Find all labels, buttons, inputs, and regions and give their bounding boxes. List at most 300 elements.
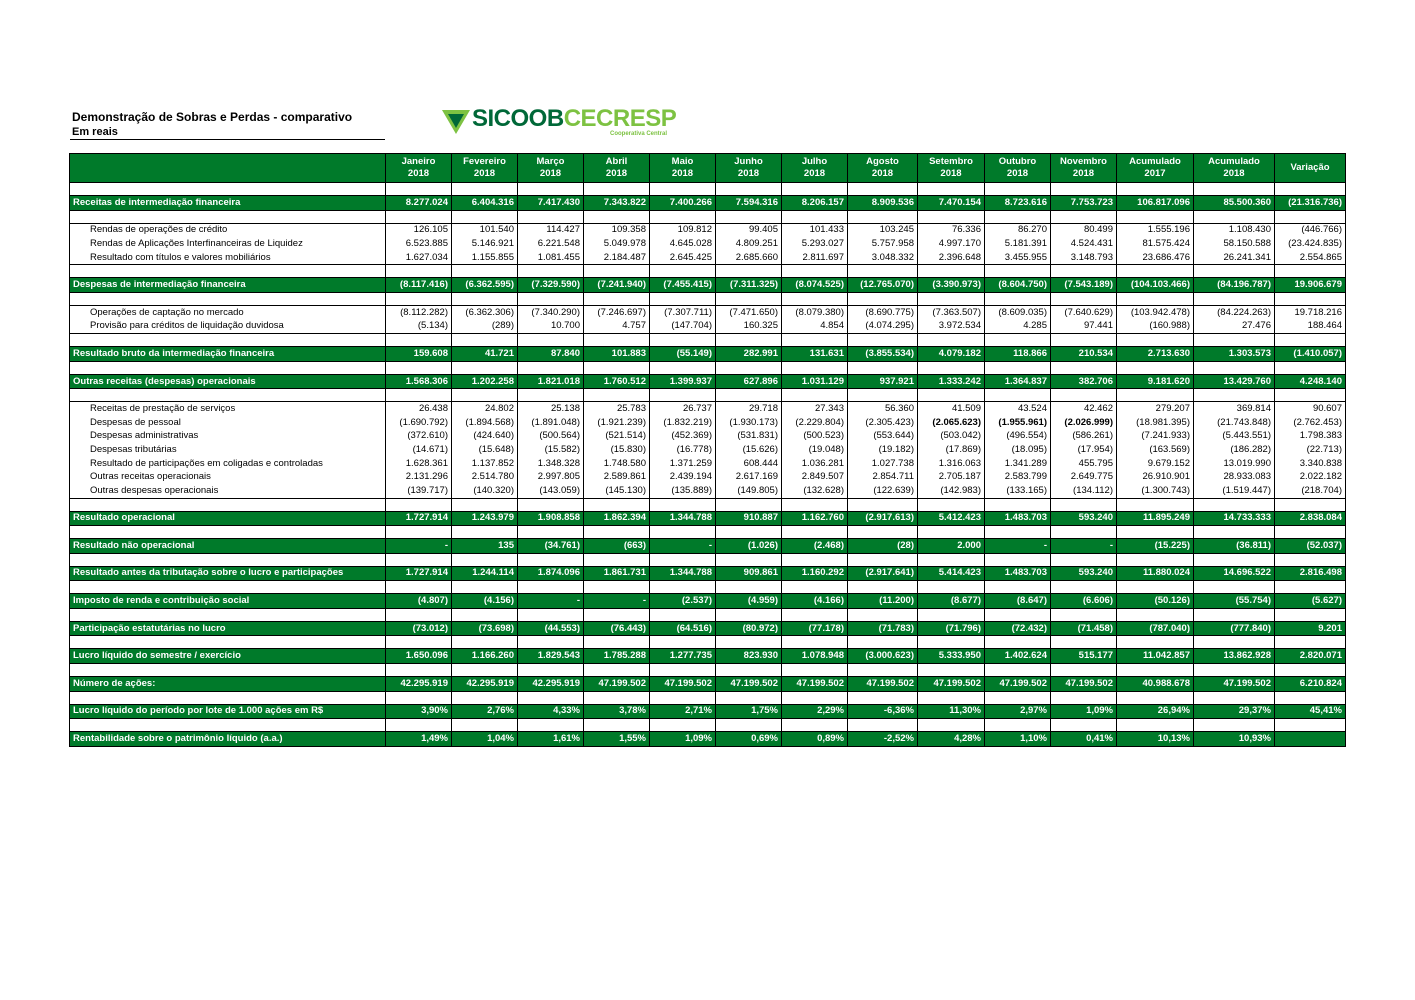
value-cell: (452.369) <box>650 430 716 444</box>
value-cell: (4.074.295) <box>848 320 918 334</box>
column-header <box>386 154 452 183</box>
value-cell: 47.199.502 <box>848 677 918 692</box>
value-cell: 4,28% <box>918 732 985 747</box>
empty-cell <box>452 553 518 566</box>
value-cell: (142.983) <box>918 484 985 498</box>
empty-cell <box>1117 553 1194 566</box>
empty-cell <box>1275 210 1346 223</box>
value-cell: 4.997.170 <box>918 237 985 251</box>
detail-row <box>70 223 1346 237</box>
empty-cell <box>1117 498 1194 511</box>
empty-cell <box>70 664 386 677</box>
empty-cell <box>782 361 848 374</box>
empty-cell <box>918 265 985 278</box>
value-cell: (8.690.775) <box>848 305 918 319</box>
value-cell: - <box>584 594 650 609</box>
value-cell: 80.499 <box>1051 223 1117 237</box>
empty-cell <box>518 498 584 511</box>
value-cell: 1.137.852 <box>452 457 518 471</box>
column-header <box>452 154 518 183</box>
value-cell: (503.042) <box>918 430 985 444</box>
column-header-line1: Acumulado <box>1208 156 1260 167</box>
empty-cell <box>650 389 716 402</box>
value-cell: (4.807) <box>386 594 452 609</box>
empty-cell <box>584 334 650 347</box>
column-header-line2: 2018 <box>871 168 894 179</box>
empty-cell <box>716 636 782 649</box>
empty-cell <box>650 608 716 621</box>
value-cell: 1.243.979 <box>452 511 518 526</box>
spacer-row <box>70 526 1346 539</box>
value-cell: 101.540 <box>452 223 518 237</box>
value-cell: 2.439.194 <box>650 470 716 484</box>
empty-cell <box>452 581 518 594</box>
row-label: Receitas de intermediação financeira <box>70 196 386 211</box>
value-cell: (34.761) <box>518 539 584 554</box>
empty-cell <box>70 292 386 305</box>
spacer-row <box>70 664 1346 677</box>
empty-cell <box>1275 581 1346 594</box>
value-cell: 99.405 <box>716 223 782 237</box>
empty-cell <box>584 498 650 511</box>
value-cell: 210.534 <box>1051 347 1117 362</box>
empty-cell <box>848 334 918 347</box>
empty-cell <box>452 608 518 621</box>
value-cell: 608.444 <box>716 457 782 471</box>
value-cell: 42.295.919 <box>452 677 518 692</box>
empty-cell <box>650 664 716 677</box>
value-cell: 1.650.096 <box>386 649 452 664</box>
empty-cell <box>650 526 716 539</box>
value-cell: 4.248.140 <box>1275 374 1346 389</box>
value-cell: -6,36% <box>848 704 918 719</box>
empty-cell <box>70 526 386 539</box>
column-header <box>848 154 918 183</box>
empty-cell <box>1051 526 1117 539</box>
value-cell: (1.026) <box>716 539 782 554</box>
empty-cell <box>452 183 518 196</box>
value-cell: (7.543.189) <box>1051 278 1117 293</box>
empty-cell <box>1194 691 1275 704</box>
empty-cell <box>716 691 782 704</box>
value-cell: 7.594.316 <box>716 196 782 211</box>
empty-cell <box>70 183 386 196</box>
empty-cell <box>70 691 386 704</box>
empty-cell <box>1051 183 1117 196</box>
value-cell: 109.812 <box>650 223 716 237</box>
value-cell: 1.081.455 <box>518 251 584 265</box>
empty-cell <box>848 664 918 677</box>
value-cell: (52.037) <box>1275 539 1346 554</box>
row-label: Resultado bruto da intermediação financeira <box>70 347 386 362</box>
value-cell: (76.443) <box>584 621 650 636</box>
value-cell: 1.316.063 <box>918 457 985 471</box>
value-cell: (18.095) <box>985 443 1051 457</box>
value-cell: (17.869) <box>918 443 985 457</box>
empty-cell <box>985 608 1051 621</box>
value-cell: (103.942.478) <box>1117 305 1194 319</box>
empty-cell <box>848 691 918 704</box>
empty-cell <box>70 581 386 594</box>
value-cell: (6.362.595) <box>452 278 518 293</box>
value-cell: (372.610) <box>386 430 452 444</box>
value-cell: (15.225) <box>1117 539 1194 554</box>
value-cell: 1.727.914 <box>386 511 452 526</box>
value-cell: 47.199.502 <box>716 677 782 692</box>
empty-cell <box>918 292 985 305</box>
value-cell: (15.582) <box>518 443 584 457</box>
value-cell: 47.199.502 <box>584 677 650 692</box>
value-cell: 10.700 <box>518 320 584 334</box>
empty-cell <box>1194 498 1275 511</box>
value-cell: (5.134) <box>386 320 452 334</box>
value-cell: 0,69% <box>716 732 782 747</box>
row-label: Receitas de prestação de serviços <box>70 402 386 416</box>
value-cell: (8.604.750) <box>985 278 1051 293</box>
empty-cell <box>782 526 848 539</box>
value-cell: 85.500.360 <box>1194 196 1275 211</box>
value-cell: 8.206.157 <box>782 196 848 211</box>
sicoob-logo <box>442 105 677 140</box>
value-cell: 1,55% <box>584 732 650 747</box>
empty-cell <box>452 526 518 539</box>
value-cell: 101.883 <box>584 347 650 362</box>
column-header <box>1051 154 1117 183</box>
column-header-line1: Fevereiro <box>463 156 506 167</box>
value-cell: (7.246.697) <box>584 305 650 319</box>
empty-cell <box>985 526 1051 539</box>
section-total-row <box>70 594 1346 609</box>
empty-cell <box>386 719 452 732</box>
header-label-cell <box>70 154 386 183</box>
empty-cell <box>985 292 1051 305</box>
value-cell: (586.261) <box>1051 430 1117 444</box>
value-cell: (2.762.453) <box>1275 416 1346 430</box>
value-cell: 25.138 <box>518 402 584 416</box>
value-cell: 4,33% <box>518 704 584 719</box>
value-cell: (663) <box>584 539 650 554</box>
column-header-line2: 2018 <box>539 168 562 179</box>
section-total-row <box>70 566 1346 581</box>
empty-cell <box>1051 210 1117 223</box>
column-header-line2: 2018 <box>803 168 826 179</box>
value-cell: 5.293.027 <box>782 237 848 251</box>
column-header-line1: Maio <box>671 156 694 167</box>
detail-row <box>70 237 1346 251</box>
column-header-line2: 2017 <box>1144 168 1166 179</box>
value-cell: 3,90% <box>386 704 452 719</box>
title-underline <box>70 139 385 140</box>
column-header-line1: Novembro <box>1060 156 1107 167</box>
value-cell: (7.640.629) <box>1051 305 1117 319</box>
value-cell: 3.048.332 <box>848 251 918 265</box>
value-cell: 1.727.914 <box>386 566 452 581</box>
value-cell: 11,30% <box>918 704 985 719</box>
value-cell: 19.718.216 <box>1275 305 1346 319</box>
value-cell: 2.617.169 <box>716 470 782 484</box>
empty-cell <box>716 361 782 374</box>
value-cell: 7.400.266 <box>650 196 716 211</box>
value-cell: 4.809.251 <box>716 237 782 251</box>
empty-cell <box>1051 498 1117 511</box>
empty-cell <box>386 265 452 278</box>
empty-cell <box>985 334 1051 347</box>
empty-cell <box>70 210 386 223</box>
value-cell: (21.316.736) <box>1275 196 1346 211</box>
value-cell: 126.105 <box>386 223 452 237</box>
empty-cell <box>452 498 518 511</box>
empty-cell <box>1194 664 1275 677</box>
value-cell: 114.427 <box>518 223 584 237</box>
value-cell: 2.820.071 <box>1275 649 1346 664</box>
empty-cell <box>918 608 985 621</box>
value-cell: (122.639) <box>848 484 918 498</box>
empty-cell <box>518 526 584 539</box>
empty-cell <box>782 581 848 594</box>
column-header <box>918 154 985 183</box>
value-cell: (2.065.623) <box>918 416 985 430</box>
value-cell: 4.854 <box>782 320 848 334</box>
row-label: Operações de captação no mercado <box>70 305 386 319</box>
value-cell: (160.988) <box>1117 320 1194 334</box>
row-label: Despesas administrativas <box>70 430 386 444</box>
section-total-row <box>70 196 1346 211</box>
value-cell: (7.241.940) <box>584 278 650 293</box>
value-cell: 2.997.805 <box>518 470 584 484</box>
empty-cell <box>716 292 782 305</box>
value-cell: (36.811) <box>1194 539 1275 554</box>
empty-cell <box>918 664 985 677</box>
empty-cell <box>386 636 452 649</box>
value-cell: 1.483.703 <box>985 566 1051 581</box>
empty-cell <box>650 581 716 594</box>
value-cell: 1.829.543 <box>518 649 584 664</box>
value-cell: 1.371.259 <box>650 457 716 471</box>
value-cell: 0,89% <box>782 732 848 747</box>
empty-cell <box>918 526 985 539</box>
value-cell: 1.031.129 <box>782 374 848 389</box>
empty-cell <box>584 691 650 704</box>
value-cell: 26.910.901 <box>1117 470 1194 484</box>
section-total-row <box>70 374 1346 389</box>
value-cell: 1.344.788 <box>650 566 716 581</box>
empty-cell <box>716 210 782 223</box>
value-cell: (2.468) <box>782 539 848 554</box>
logo-tagline: Cooperativa Central <box>610 131 668 137</box>
value-cell: (143.059) <box>518 484 584 498</box>
value-cell: 6.404.316 <box>452 196 518 211</box>
value-cell: 1.483.703 <box>985 511 1051 526</box>
value-cell: 14.733.333 <box>1194 511 1275 526</box>
empty-cell <box>848 581 918 594</box>
value-cell: 7.343.822 <box>584 196 650 211</box>
column-header <box>1117 154 1194 183</box>
empty-cell <box>985 553 1051 566</box>
column-header <box>518 154 584 183</box>
section-total-row <box>70 539 1346 554</box>
row-label: Outras despesas operacionais <box>70 484 386 498</box>
empty-cell <box>386 608 452 621</box>
value-cell: 58.150.588 <box>1194 237 1275 251</box>
value-cell: 8.909.536 <box>848 196 918 211</box>
value-cell: (2.305.423) <box>848 416 918 430</box>
value-cell: 26.241.341 <box>1194 251 1275 265</box>
value-cell: 1.399.937 <box>650 374 716 389</box>
empty-cell <box>518 265 584 278</box>
empty-cell <box>1051 608 1117 621</box>
empty-cell <box>1051 265 1117 278</box>
logo-text-primary: SICOOB <box>472 105 564 132</box>
empty-cell <box>782 389 848 402</box>
empty-cell <box>650 719 716 732</box>
empty-cell <box>1051 664 1117 677</box>
value-cell: 3.148.793 <box>1051 251 1117 265</box>
value-cell: 135 <box>452 539 518 554</box>
value-cell: (2.229.804) <box>782 416 848 430</box>
empty-cell <box>1275 719 1346 732</box>
empty-cell <box>452 664 518 677</box>
value-cell: (7.455.415) <box>650 278 716 293</box>
value-cell: (132.628) <box>782 484 848 498</box>
value-cell: 2.645.425 <box>650 251 716 265</box>
value-cell: 42.295.919 <box>518 677 584 692</box>
value-cell: 7.753.723 <box>1051 196 1117 211</box>
value-cell: 0,41% <box>1051 732 1117 747</box>
value-cell: 2.396.648 <box>918 251 985 265</box>
value-cell: 2.184.487 <box>584 251 650 265</box>
column-header <box>1275 154 1346 183</box>
empty-cell <box>584 265 650 278</box>
value-cell: (15.626) <box>716 443 782 457</box>
empty-cell <box>716 664 782 677</box>
value-cell: 27.343 <box>782 402 848 416</box>
value-cell: 2.022.182 <box>1275 470 1346 484</box>
empty-cell <box>848 292 918 305</box>
empty-cell <box>716 608 782 621</box>
value-cell: (7.340.290) <box>518 305 584 319</box>
empty-cell <box>518 636 584 649</box>
empty-cell <box>1194 334 1275 347</box>
value-cell: (8.112.282) <box>386 305 452 319</box>
value-cell: 4.079.182 <box>918 347 985 362</box>
empty-cell <box>386 526 452 539</box>
value-cell: (4.959) <box>716 594 782 609</box>
value-cell: (777.840) <box>1194 621 1275 636</box>
value-cell: (521.514) <box>584 430 650 444</box>
empty-cell <box>985 361 1051 374</box>
empty-cell <box>782 608 848 621</box>
value-cell: 2.849.507 <box>782 470 848 484</box>
column-header-line1: Abril <box>605 156 628 167</box>
row-label: Lucro líquido do semestre / exercício <box>70 649 386 664</box>
empty-cell <box>848 526 918 539</box>
empty-cell <box>518 210 584 223</box>
empty-cell <box>918 636 985 649</box>
empty-cell <box>518 608 584 621</box>
value-cell: 2.589.861 <box>584 470 650 484</box>
empty-cell <box>1051 361 1117 374</box>
section-total-row <box>70 704 1346 719</box>
value-cell: 1,04% <box>452 732 518 747</box>
value-cell: 2,97% <box>985 704 1051 719</box>
empty-cell <box>650 498 716 511</box>
empty-cell <box>782 334 848 347</box>
value-cell: 47.199.502 <box>650 677 716 692</box>
empty-cell <box>716 581 782 594</box>
empty-cell <box>1117 183 1194 196</box>
detail-row <box>70 457 1346 471</box>
value-cell: 47.199.502 <box>1051 677 1117 692</box>
empty-cell <box>70 498 386 511</box>
empty-cell <box>386 334 452 347</box>
empty-cell <box>848 210 918 223</box>
value-cell: (5.443.551) <box>1194 430 1275 444</box>
empty-cell <box>1275 292 1346 305</box>
empty-cell <box>985 389 1051 402</box>
value-cell: 382.706 <box>1051 374 1117 389</box>
value-cell: 1.785.288 <box>584 649 650 664</box>
value-cell: 42.295.919 <box>386 677 452 692</box>
value-cell: 3.972.534 <box>918 320 985 334</box>
value-cell: (71.796) <box>918 621 985 636</box>
empty-cell <box>386 664 452 677</box>
value-cell: (531.831) <box>716 430 782 444</box>
empty-cell <box>848 553 918 566</box>
empty-cell <box>848 183 918 196</box>
row-label: Resultado operacional <box>70 511 386 526</box>
row-label: Rendas de operações de crédito <box>70 223 386 237</box>
value-cell: 5.049.978 <box>584 237 650 251</box>
empty-cell <box>518 334 584 347</box>
column-header-line2: 2018 <box>1223 168 1245 179</box>
value-cell: 5.412.423 <box>918 511 985 526</box>
empty-cell <box>1275 636 1346 649</box>
column-header-line1: Variação <box>1290 162 1330 173</box>
value-cell: 2.649.775 <box>1051 470 1117 484</box>
empty-cell <box>70 334 386 347</box>
value-cell: (139.717) <box>386 484 452 498</box>
value-cell: 1.166.260 <box>452 649 518 664</box>
spacer-row <box>70 361 1346 374</box>
value-cell: 2.000 <box>918 539 985 554</box>
empty-cell <box>650 553 716 566</box>
value-cell: (1.930.173) <box>716 416 782 430</box>
value-cell: (15.648) <box>452 443 518 457</box>
column-header-line1: Agosto <box>866 156 899 167</box>
value-cell: 11.880.024 <box>1117 566 1194 581</box>
empty-cell <box>1117 361 1194 374</box>
value-cell: 6.523.885 <box>386 237 452 251</box>
value-cell: 593.240 <box>1051 511 1117 526</box>
empty-cell <box>386 553 452 566</box>
empty-cell <box>386 389 452 402</box>
value-cell: 42.462 <box>1051 402 1117 416</box>
value-cell: 4.285 <box>985 320 1051 334</box>
value-cell: (18.981.395) <box>1117 416 1194 430</box>
empty-cell <box>1117 581 1194 594</box>
value-cell: (7.307.711) <box>650 305 716 319</box>
value-cell: 1.277.735 <box>650 649 716 664</box>
empty-cell <box>584 719 650 732</box>
value-cell: (28) <box>848 539 918 554</box>
empty-cell <box>1117 265 1194 278</box>
spacer-row <box>70 292 1346 305</box>
row-label: Resultado de participações em coligadas e controladas <box>70 457 386 471</box>
empty-cell <box>518 183 584 196</box>
empty-cell <box>985 636 1051 649</box>
spacer-row <box>70 719 1346 732</box>
empty-cell <box>518 361 584 374</box>
